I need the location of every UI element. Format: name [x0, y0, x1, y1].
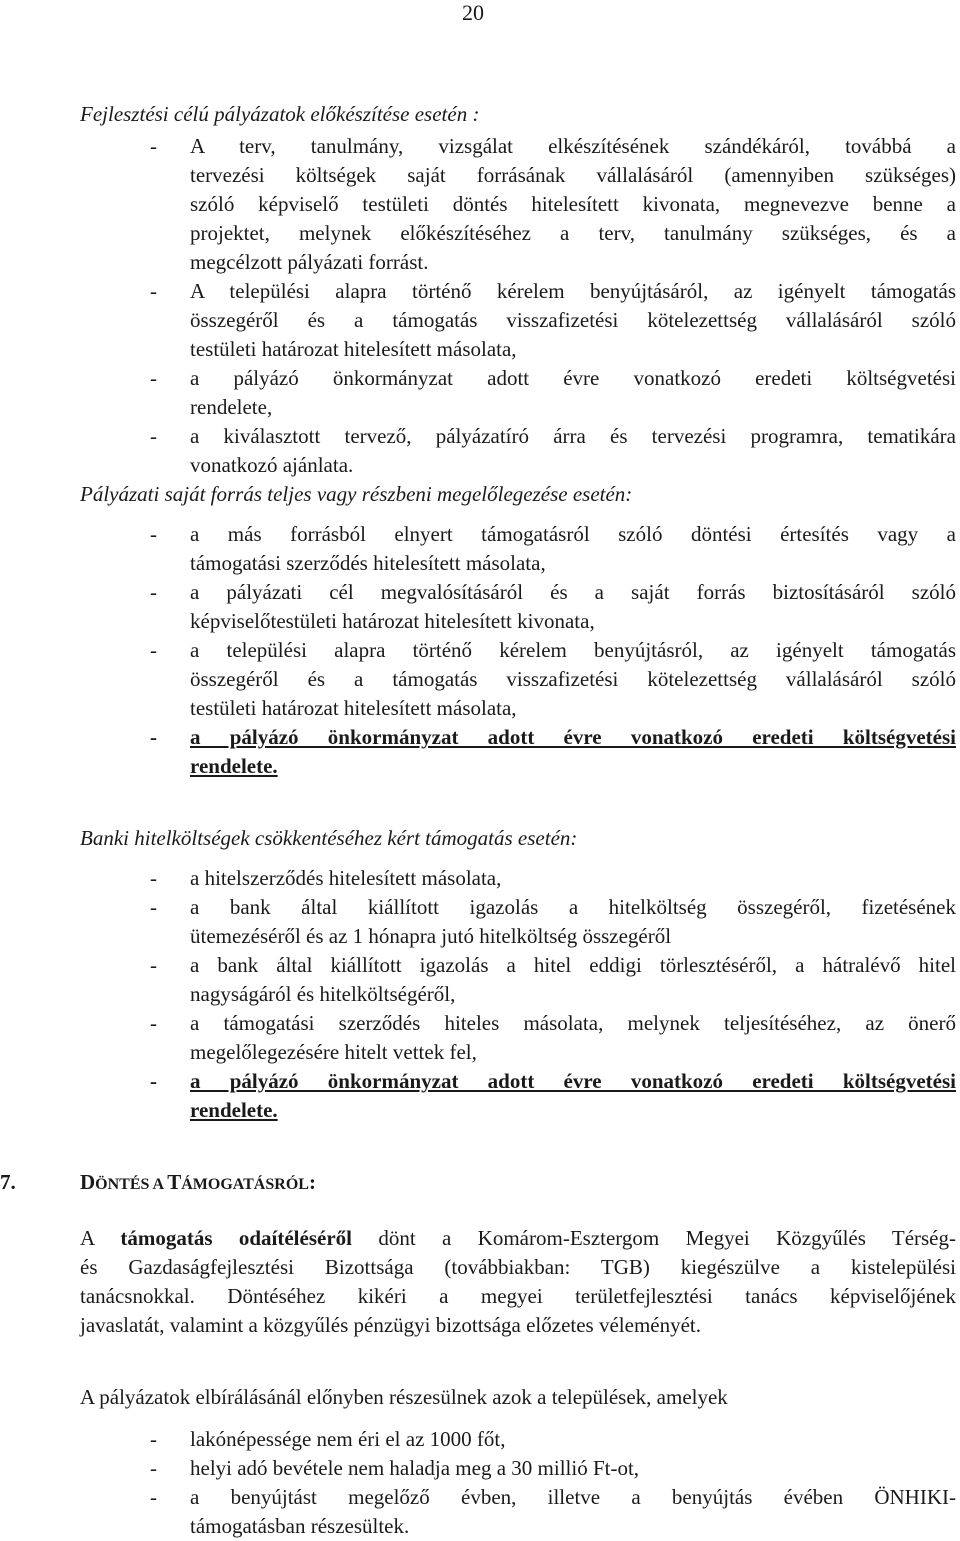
list-item-line: helyi adó bevétele nem haladja meg a 30 millió Ft-ot, — [190, 1456, 640, 1480]
list-item-line: A terv, tanulmány, vizsgálat elkészítésének szándékáról, továbbá a — [190, 134, 956, 158]
list-item-line: projektet, melynek előkészítéséhez a terv, tanulmány szükséges, és a — [190, 221, 956, 245]
list-item-line: a hitelszerződés hitelesített másolata, — [190, 866, 502, 890]
list-item-line: a települési alapra történő kérelem benyújtásról, az igényelt támogatás — [190, 638, 956, 662]
paragraph-line: A támogatás odaítéléséről dönt a Komárom-Esztergom Megyei Közgyűlés Térség- — [80, 1226, 956, 1250]
list-item-line: összegéről és a támogatás visszafizetési kötelezettség vállalásáról szóló — [190, 667, 956, 691]
list-item-line: testületi határozat hitelesített másolata, — [190, 337, 517, 361]
section-heading-banki: Banki hitelköltségek csökkentéséhez kért támogatás esetén: — [80, 826, 578, 850]
list-item-line: a pályázati cél megvalósításáról és a saját forrás biztosításáról szóló — [190, 580, 956, 604]
list-item-line-emphasis: a pályázó önkormányzat adott évre vonatkozó eredeti költségvetési — [190, 725, 956, 749]
paragraph-line: javaslatát, valamint a közgyűlés pénzügyi bizottsága előzetes véleményét. — [80, 1313, 702, 1337]
bullet-dash: - — [150, 134, 157, 158]
bullet-dash: - — [150, 366, 157, 390]
bullet-dash: - — [150, 1427, 157, 1451]
list-item-line-emphasis: a pályázó önkormányzat adott évre vonatkozó eredeti költségvetési — [190, 1069, 956, 1093]
bullet-dash: - — [150, 424, 157, 448]
bullet-dash: - — [150, 1069, 157, 1093]
bullet-dash: - — [150, 725, 157, 749]
section-heading-fejlesztesi: Fejlesztési célú pályázatok előkészítése esetén : — [80, 102, 480, 126]
list-item-line: testületi határozat hitelesített másolata, — [190, 696, 517, 720]
section-number: 7. — [0, 1170, 16, 1194]
paragraph-line: A pályázatok elbírálásánál előnyben részesülnek azok a települések, amelyek — [80, 1385, 728, 1409]
list-item-line: vonatkozó ajánlata. — [190, 453, 354, 477]
list-item-line: a bank által kiállított igazolás a hitelköltség összegéről, fizetésének — [190, 895, 956, 919]
bullet-dash: - — [150, 1485, 157, 1509]
bullet-dash: - — [150, 953, 157, 977]
list-item-line: összegéről és a támogatás visszafizetési kötelezettség vállalásáról szóló — [190, 308, 956, 332]
paragraph-line: tanácsnokkal. Döntéséhez kikéri a megyei területfejlesztési tanács képviselőjének — [80, 1284, 956, 1308]
bullet-dash: - — [150, 580, 157, 604]
bullet-dash: - — [150, 866, 157, 890]
list-item-line: nagyságáról és hitelköltségéről, — [190, 982, 456, 1006]
paragraph-line: és Gazdaságfejlesztési Bizottsága (továbbiakban: TGB) kiegészülve a kistelepülési — [80, 1255, 956, 1279]
list-item-line: képviselőtestületi határozat hitelesített kivonata, — [190, 609, 595, 633]
list-item-line: a pályázó önkormányzat adott évre vonatkozó eredeti költségvetési — [190, 366, 956, 390]
list-item-line: támogatási szerződés hitelesített másolata, — [190, 551, 546, 575]
bullet-dash: - — [150, 1011, 157, 1035]
list-item-line: a kiválasztott tervező, pályázatíró árra és tervezési programra, tematikára — [190, 424, 956, 448]
list-item-line: lakónépessége nem éri el az 1000 főt, — [190, 1427, 506, 1451]
section-title-dontes: DÖNTÉS A TÁMOGATÁSRÓL: — [80, 1170, 316, 1194]
section-heading-sajat-forras: Pályázati saját forrás teljes vagy részbeni megelőlegezése esetén: — [80, 482, 633, 506]
list-item-line: a bank által kiállított igazolás a hitel eddigi törlesztéséről, a hátralévő hitel — [190, 953, 956, 977]
list-item-line: ütemezéséről és az 1 hónapra jutó hitelköltség összegéről — [190, 924, 672, 948]
list-item-line: a támogatási szerződés hiteles másolata, melynek teljesítéséhez, az önerő — [190, 1011, 956, 1035]
list-item-line: a benyújtást megelőző évben, illetve a benyújtás évében ÖNHIKI- — [190, 1485, 956, 1509]
bullet-dash: - — [150, 522, 157, 546]
list-item-line: szóló képviselő testületi döntés hitelesített kivonata, megnevezve benne a — [190, 192, 956, 216]
page-number: 20 — [462, 0, 484, 25]
bullet-dash: - — [150, 895, 157, 919]
list-item-line: tervezési költségek saját forrásának vállalásáról (amennyiben szükséges) — [190, 163, 956, 187]
list-item-line: megelőlegezésére hitelt vettek fel, — [190, 1040, 477, 1064]
list-item-line: a más forrásból elnyert támogatásról szóló döntési értesítés vagy a — [190, 522, 956, 546]
list-item-line: támogatásban részesültek. — [190, 1514, 410, 1538]
list-item-line-emphasis: rendelete. — [190, 1098, 278, 1122]
list-item-line: rendelete, — [190, 395, 273, 419]
list-item-line: A települési alapra történő kérelem benyújtásáról, az igényelt támogatás — [190, 279, 956, 303]
list-item-line: megcélzott pályázati forrást. — [190, 250, 429, 274]
list-item-line-emphasis: rendelete. — [190, 754, 278, 778]
bullet-dash: - — [150, 279, 157, 303]
bullet-dash: - — [150, 1456, 157, 1480]
bullet-dash: - — [150, 638, 157, 662]
